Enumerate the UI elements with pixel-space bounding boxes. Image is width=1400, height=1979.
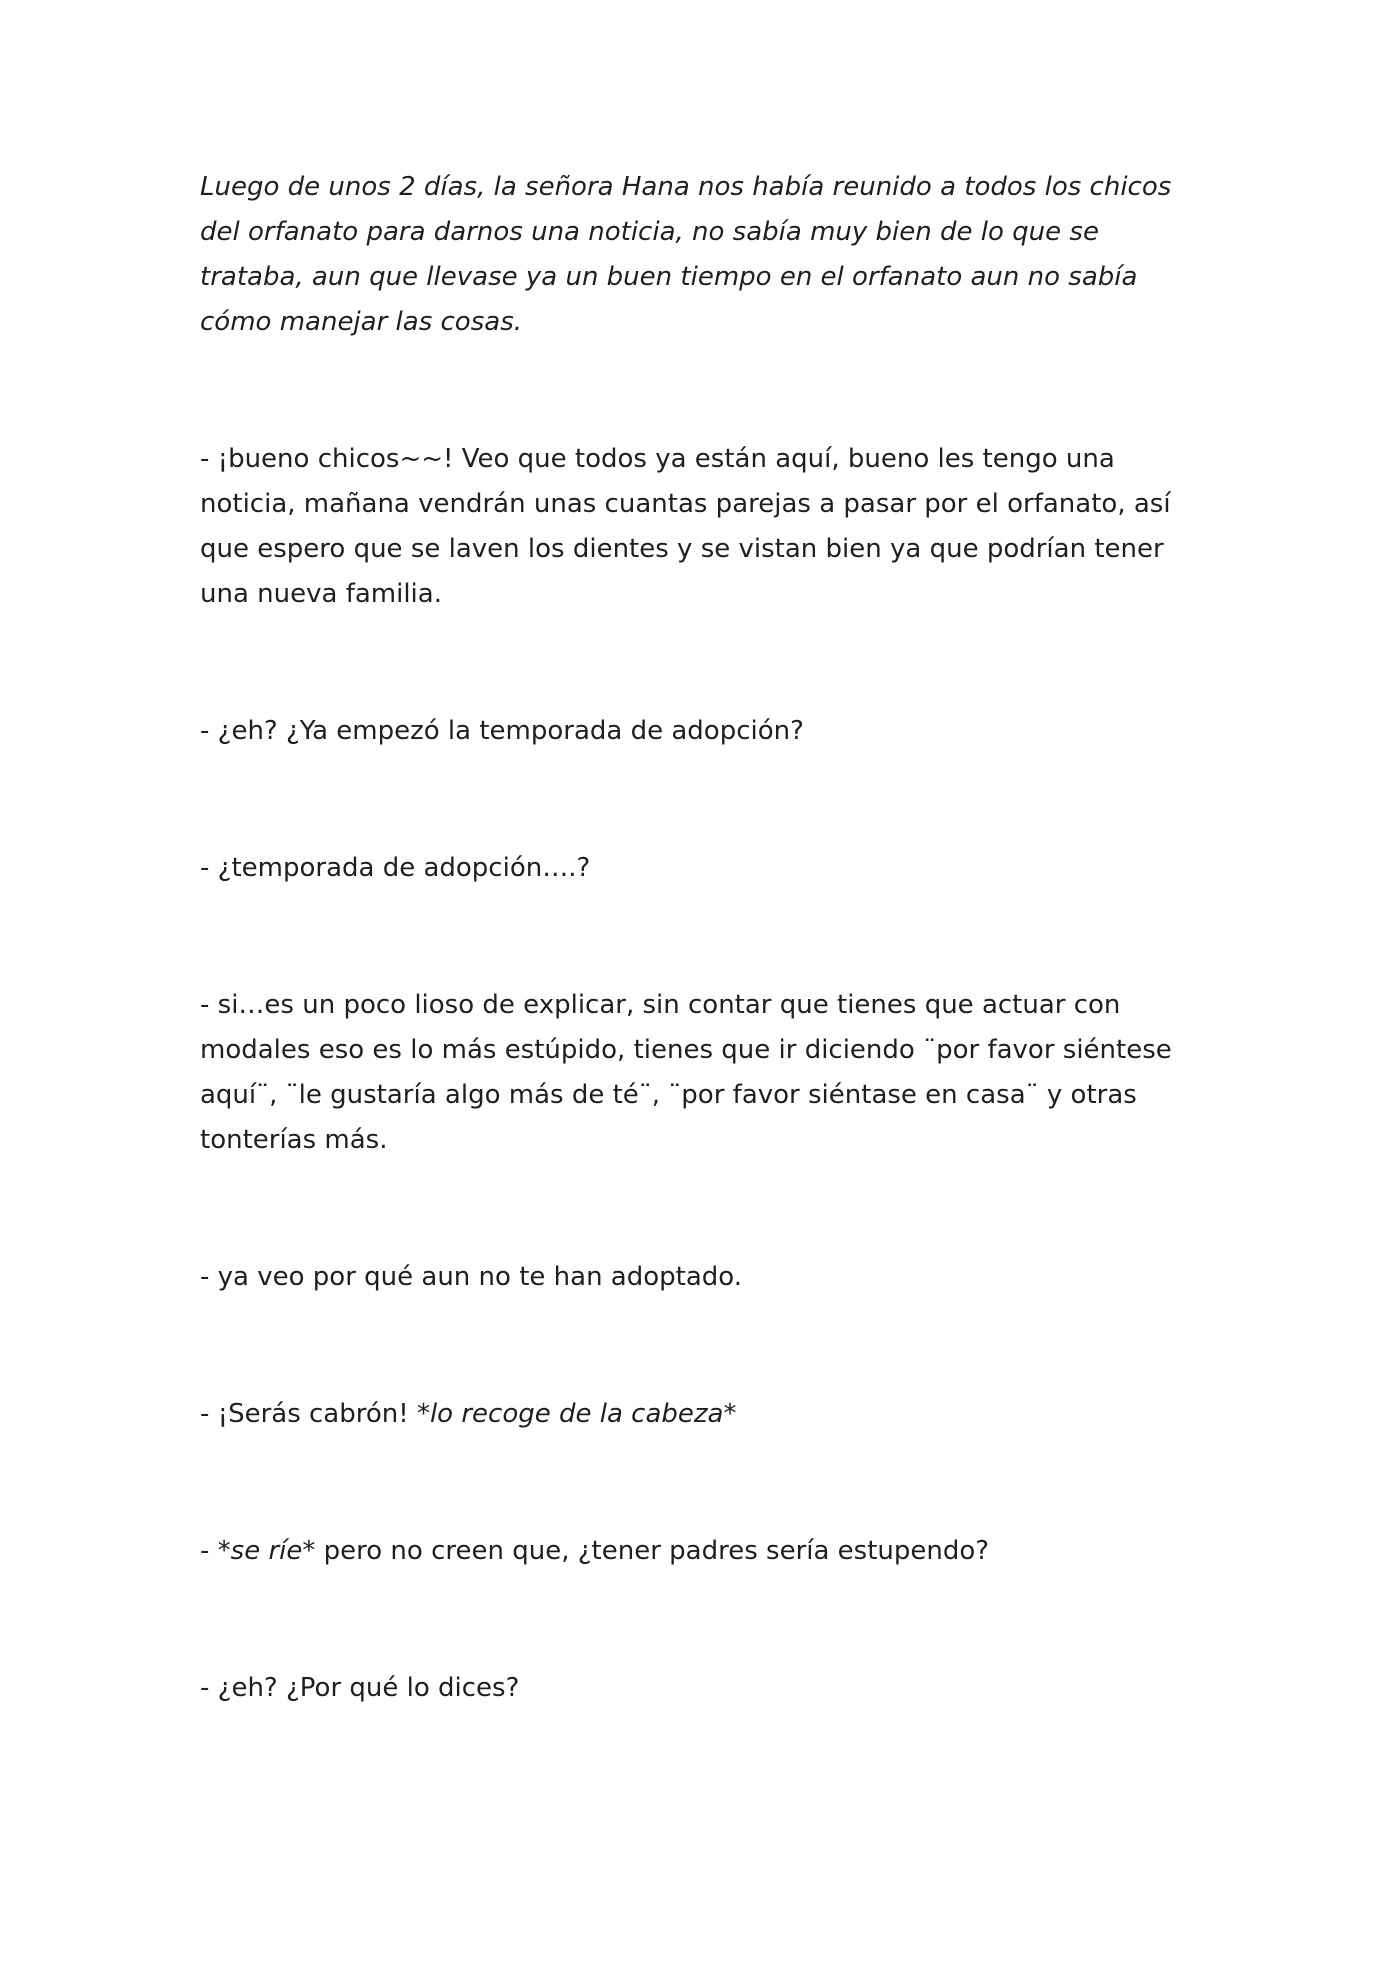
dialogue-line: - si…es un poco lioso de explicar, sin contar que tienes que actuar con modales eso es lo más estúpido, tienes que ir diciendo ¨por favor siéntese aquí¨, ¨le gustaría algo más de té¨, ¨por favor siéntase en casa¨ y otras tonterías más.: [200, 990, 1172, 1155]
dialogue-line: - ya veo por qué aun no te han adoptado.: [200, 1262, 743, 1292]
dialogue-line: [200, 1392, 1210, 1437]
document-body: [200, 165, 1210, 1803]
narration-paragraph: Luego de unos 2 días, la señora Hana nos había reunido a todos los chicos del orfanato para darnos una noticia, no sabía muy bien de lo que se trataba, aun que llevase ya un buen tiempo en el orfanato aun no sabía cómo manejar las cosas.: [200, 172, 1172, 337]
dialogue-line: - ¿eh? ¿Por qué lo dices?: [200, 1673, 520, 1703]
dialogue-line: - ¡bueno chicos~~! Veo que todos ya están aquí, bueno les tengo una noticia, mañana vendrán unas cuantas parejas a pasar por el orfanato, así que espero que se laven los dientes y se vistan bien ya que podrían tener una nueva familia.: [200, 444, 1171, 609]
dialogue-action: *se ríe*: [217, 1536, 316, 1566]
dialogue-line: - ¿temporada de adopción….?: [200, 853, 591, 883]
dialogue-action: *lo recoge de la cabeza*: [416, 1399, 737, 1429]
dialogue-line: - ¿eh? ¿Ya empezó la temporada de adopción?: [200, 716, 804, 746]
dialogue-speech: -: [200, 1536, 218, 1566]
dialogue-speech: - ¡Serás cabrón!: [200, 1399, 417, 1429]
dialogue-speech: pero no creen que, ¿tener padres sería estupendo?: [315, 1536, 990, 1566]
dialogue-line: [200, 1529, 1210, 1574]
